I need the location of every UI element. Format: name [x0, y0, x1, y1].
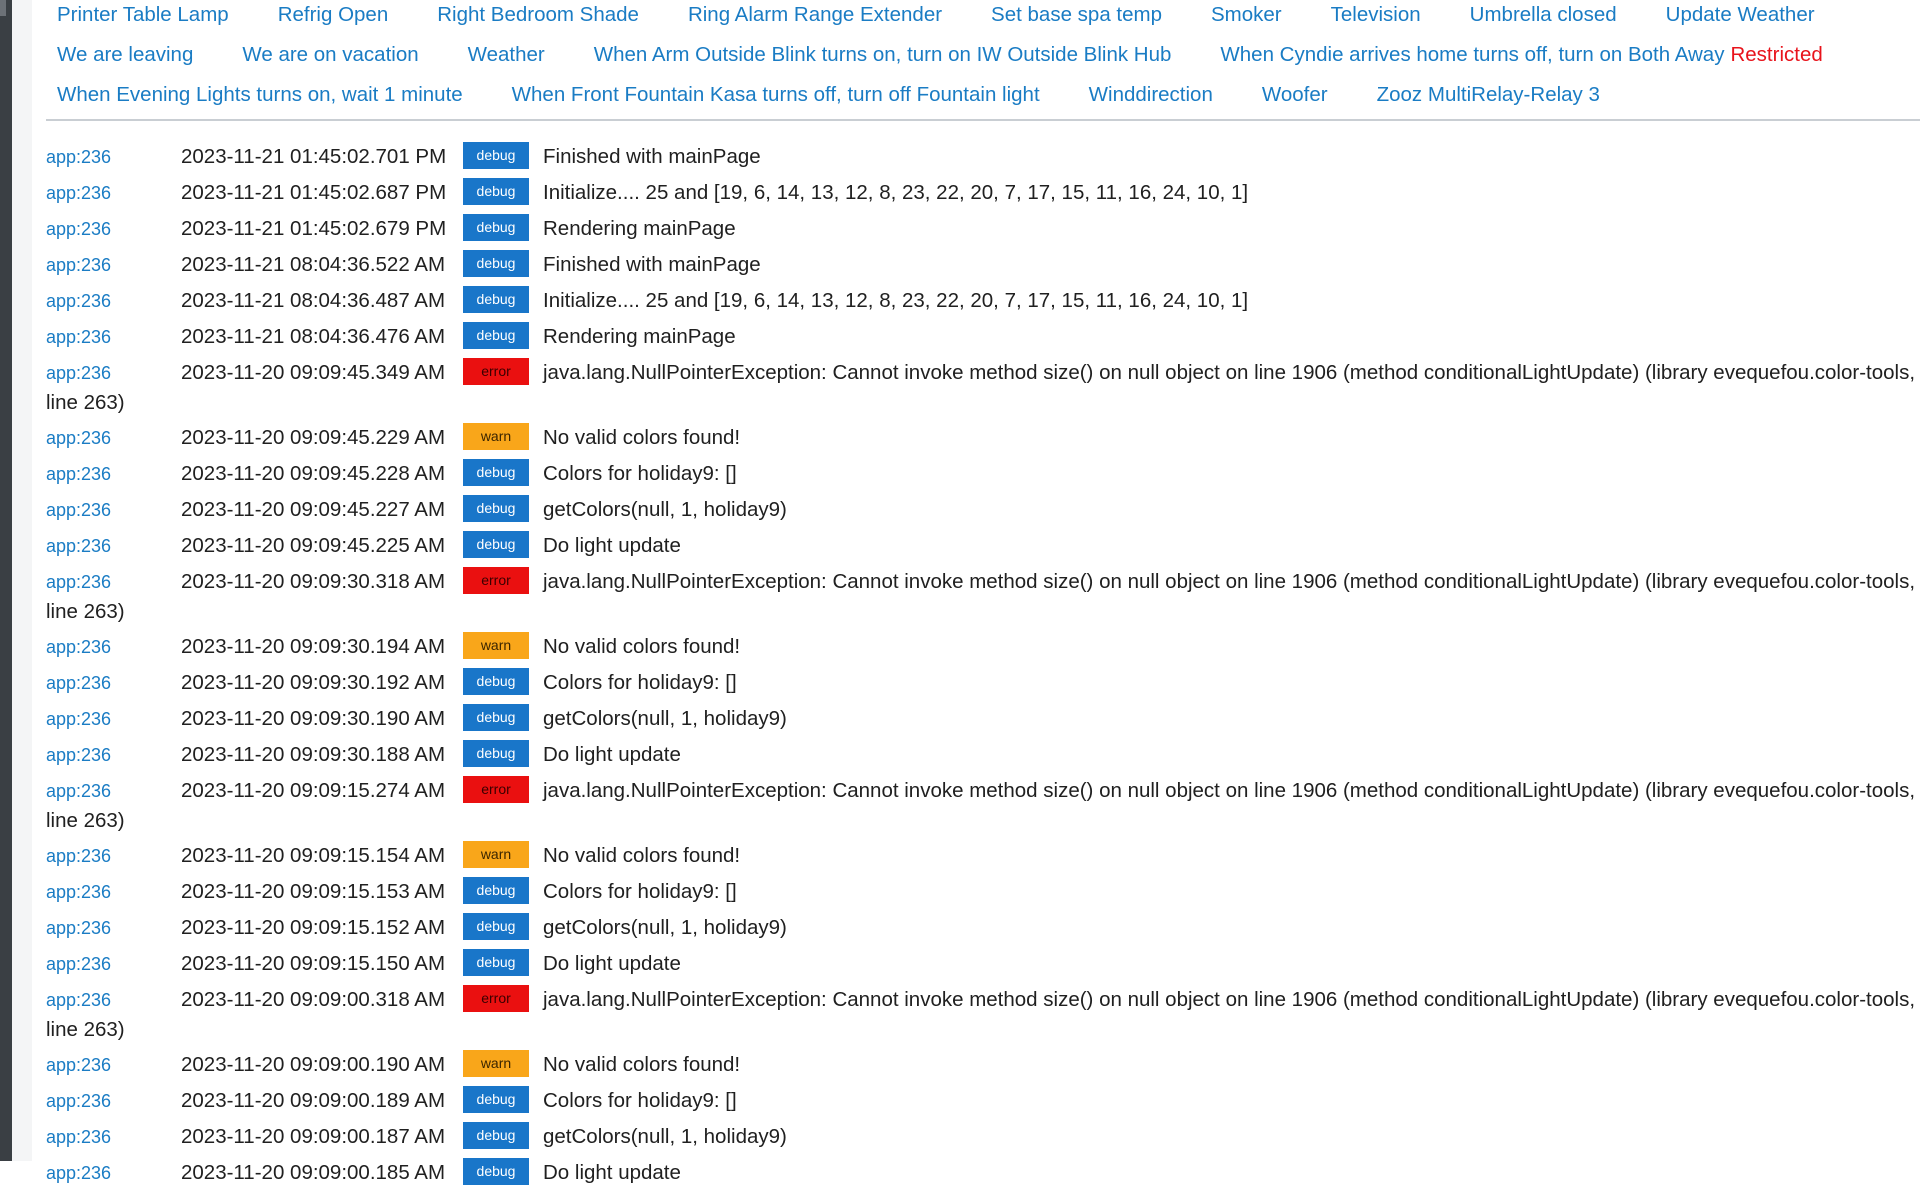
app-filter-link[interactable]: Winddirection — [1088, 83, 1213, 106]
log-timestamp: 2023-11-21 08:04:36.487 AM — [181, 289, 446, 312]
log-level-badge: debug — [463, 913, 529, 940]
log-source-link[interactable]: app:236 — [46, 637, 112, 657]
log-row — [46, 420, 1920, 456]
log-page — [46, 0, 1920, 1184]
log-source-link[interactable]: app:236 — [46, 428, 112, 448]
log-timestamp: 2023-11-20 09:09:45.349 AM — [181, 361, 446, 384]
log-timestamp: 2023-11-21 08:04:36.522 AM — [181, 253, 446, 276]
log-level-badge: error — [463, 776, 529, 803]
log-level-badge: debug — [463, 495, 529, 522]
app-filter-link[interactable]: Right Bedroom Shade — [437, 3, 639, 26]
log-row — [46, 456, 1920, 492]
log-message: java.lang.NullPointerException: Cannot invoke method size() on null object on line 1906 (method conditionalLightUpdate) (library evequefou.color-tools, line 263) — [46, 779, 1916, 832]
app-filter-link[interactable]: We are on vacation — [242, 43, 419, 66]
log-message: No valid colors found! — [543, 426, 741, 449]
log-level-badge: debug — [463, 740, 529, 767]
app-filter-link[interactable]: Refrig Open — [277, 3, 389, 26]
filter-row — [57, 75, 1914, 115]
log-message: Rendering mainPage — [543, 325, 736, 348]
log-level-badge: error — [463, 567, 529, 594]
app-filter-link[interactable]: When Evening Lights turns on, wait 1 minute — [57, 83, 463, 106]
log-message: java.lang.NullPointerException: Cannot invoke method size() on null object on line 1906 (method conditionalLightUpdate) (library evequefou.color-tools, line 263) — [46, 361, 1916, 414]
log-level-badge: debug — [463, 668, 529, 695]
log-source-link[interactable]: app:236 — [46, 709, 112, 729]
log-timestamp: 2023-11-20 09:09:15.153 AM — [181, 880, 446, 903]
log-row — [46, 528, 1920, 564]
log-source-link[interactable]: app:236 — [46, 990, 112, 1010]
log-row — [46, 773, 1920, 838]
log-timestamp: 2023-11-20 09:09:30.188 AM — [181, 743, 446, 766]
log-source-link[interactable]: app:236 — [46, 918, 112, 938]
restricted-status: Restricted — [1730, 43, 1823, 66]
log-row — [46, 1083, 1920, 1119]
log-timestamp: 2023-11-20 09:09:00.187 AM — [181, 1125, 446, 1148]
log-level-badge: warn — [463, 1050, 529, 1077]
app-filter-link[interactable]: Weather — [467, 43, 545, 66]
log-row — [46, 838, 1920, 874]
filter-divider — [46, 119, 1920, 121]
log-timestamp: 2023-11-20 09:09:45.228 AM — [181, 462, 446, 485]
log-level-badge: debug — [463, 214, 529, 241]
log-row — [46, 492, 1920, 528]
app-filter-link[interactable]: When Cyndie arrives home turns off, turn on Both Away — [1220, 43, 1725, 66]
log-message: Colors for holiday9: [] — [543, 880, 737, 903]
log-row — [46, 139, 1920, 175]
log-message: No valid colors found! — [543, 635, 741, 658]
log-message: Colors for holiday9: [] — [543, 462, 737, 485]
log-row — [46, 175, 1920, 211]
log-source-link[interactable]: app:236 — [46, 255, 112, 275]
app-filter-link[interactable]: Television — [1330, 3, 1421, 26]
log-timestamp: 2023-11-21 08:04:36.476 AM — [181, 325, 446, 348]
log-message: getColors(null, 1, holiday9) — [543, 916, 787, 939]
log-source-link[interactable]: app:236 — [46, 464, 112, 484]
log-message: Do light update — [543, 743, 681, 766]
log-level-badge: debug — [463, 322, 529, 349]
page-gutter — [12, 0, 32, 1161]
log-level-badge: debug — [463, 877, 529, 904]
app-filter-link[interactable]: Woofer — [1261, 83, 1328, 106]
log-source-link[interactable]: app:236 — [46, 327, 112, 347]
log-timestamp: 2023-11-20 09:09:30.192 AM — [181, 671, 446, 694]
log-level-badge: debug — [463, 250, 529, 277]
log-timestamp: 2023-11-20 09:09:30.194 AM — [181, 635, 446, 658]
log-row — [46, 629, 1920, 665]
log-row — [46, 701, 1920, 737]
log-timestamp: 2023-11-20 09:09:00.185 AM — [181, 1161, 446, 1184]
app-filter-link[interactable]: Ring Alarm Range Extender — [687, 3, 943, 26]
log-row — [46, 874, 1920, 910]
log-source-link[interactable]: app:236 — [46, 882, 112, 902]
log-row — [46, 665, 1920, 701]
log-level-badge: debug — [463, 531, 529, 558]
log-entries — [46, 139, 1920, 1191]
log-message: Do light update — [543, 1161, 681, 1184]
log-level-badge: debug — [463, 178, 529, 205]
log-message: Initialize.... 25 and [19, 6, 14, 13, 12, 8, 23, 22, 20, 7, 17, 15, 11, 16, 24, 10, 1] — [543, 289, 1249, 312]
log-message: Colors for holiday9: [] — [543, 671, 737, 694]
log-source-link[interactable]: app:236 — [46, 147, 112, 167]
log-level-badge: debug — [463, 142, 529, 169]
log-source-link[interactable]: app:236 — [46, 846, 112, 866]
log-source-link[interactable]: app:236 — [46, 500, 112, 520]
log-level-badge: debug — [463, 286, 529, 313]
log-level-badge: warn — [463, 841, 529, 868]
log-message: Rendering mainPage — [543, 217, 736, 240]
log-level-badge: warn — [463, 632, 529, 659]
log-row — [46, 283, 1920, 319]
app-filter-link[interactable]: Set base spa temp — [991, 3, 1162, 26]
log-source-link[interactable]: app:236 — [46, 745, 112, 765]
window-edge-tab — [0, 0, 6, 16]
log-source-link[interactable]: app:236 — [46, 572, 112, 592]
log-message: No valid colors found! — [543, 844, 741, 867]
log-source-link[interactable]: app:236 — [46, 781, 112, 801]
log-message: Do light update — [543, 534, 681, 557]
log-row — [46, 737, 1920, 773]
log-timestamp: 2023-11-20 09:09:15.274 AM — [181, 779, 446, 802]
log-row — [46, 211, 1920, 247]
log-timestamp: 2023-11-21 01:45:02.679 PM — [181, 217, 447, 240]
log-row — [46, 982, 1920, 1047]
log-source-link[interactable]: app:236 — [46, 363, 112, 383]
log-timestamp: 2023-11-20 09:09:45.225 AM — [181, 534, 446, 557]
log-message: getColors(null, 1, holiday9) — [543, 498, 787, 521]
app-filter-link[interactable]: When Front Fountain Kasa turns off, turn off Fountain light — [511, 83, 1040, 106]
log-row — [46, 355, 1920, 420]
log-timestamp: 2023-11-21 01:45:02.701 PM — [181, 145, 447, 168]
log-message: getColors(null, 1, holiday9) — [543, 707, 787, 730]
app-filter-link[interactable]: Zooz MultiRelay-Relay 3 — [1376, 83, 1600, 106]
app-filter-link[interactable]: We are leaving — [57, 43, 194, 66]
log-row — [46, 946, 1920, 982]
log-source-link[interactable]: app:236 — [46, 1091, 112, 1111]
log-level-badge: debug — [463, 1158, 529, 1185]
log-timestamp: 2023-11-20 09:09:45.229 AM — [181, 426, 446, 449]
log-row — [46, 1047, 1920, 1083]
log-row — [46, 564, 1920, 629]
log-message: java.lang.NullPointerException: Cannot invoke method size() on null object on line 1906 (method conditionalLightUpdate) (library evequefou.color-tools, line 263) — [46, 570, 1916, 623]
app-filter-link[interactable]: Smoker — [1210, 3, 1282, 26]
log-source-link[interactable]: app:236 — [46, 291, 112, 311]
log-timestamp: 2023-11-20 09:09:00.189 AM — [181, 1089, 446, 1112]
log-message: java.lang.NullPointerException: Cannot invoke method size() on null object on line 1906 (method conditionalLightUpdate) (library evequefou.color-tools, line 263) — [46, 988, 1916, 1041]
log-level-badge: error — [463, 985, 529, 1012]
log-level-badge: error — [463, 358, 529, 385]
log-timestamp: 2023-11-20 09:09:15.154 AM — [181, 844, 446, 867]
log-source-link[interactable]: app:236 — [46, 536, 112, 556]
log-timestamp: 2023-11-20 09:09:00.318 AM — [181, 988, 446, 1011]
log-timestamp: 2023-11-20 09:09:45.227 AM — [181, 498, 446, 521]
app-filter-link[interactable]: Umbrella closed — [1469, 3, 1617, 26]
log-level-badge: warn — [463, 423, 529, 450]
filter-row — [57, 0, 1914, 35]
app-filter-link[interactable]: Printer Table Lamp — [57, 3, 229, 26]
log-level-badge: debug — [463, 1122, 529, 1149]
log-row — [46, 319, 1920, 355]
log-row — [46, 1155, 1920, 1191]
app-filter-list — [46, 0, 1920, 115]
app-filter-link[interactable]: Update Weather — [1665, 3, 1815, 26]
log-timestamp: 2023-11-20 09:09:30.318 AM — [181, 570, 446, 593]
log-level-badge: debug — [463, 949, 529, 976]
log-timestamp: 2023-11-20 09:09:15.150 AM — [181, 952, 446, 975]
log-timestamp: 2023-11-20 09:09:15.152 AM — [181, 916, 446, 939]
log-row — [46, 910, 1920, 946]
log-level-badge: debug — [463, 459, 529, 486]
log-message: Do light update — [543, 952, 681, 975]
log-message: Colors for holiday9: [] — [543, 1089, 737, 1112]
log-row — [46, 1119, 1920, 1155]
window-edge — [0, 0, 12, 1161]
filter-row — [57, 35, 1914, 75]
log-message: Finished with mainPage — [543, 253, 761, 276]
log-source-link[interactable]: app:236 — [46, 1127, 112, 1147]
log-source-link[interactable]: app:236 — [46, 1163, 112, 1183]
log-row — [46, 247, 1920, 283]
log-source-link[interactable]: app:236 — [46, 954, 112, 974]
log-source-link[interactable]: app:236 — [46, 673, 112, 693]
log-timestamp: 2023-11-20 09:09:30.190 AM — [181, 707, 446, 730]
log-message: No valid colors found! — [543, 1053, 741, 1076]
log-level-badge: debug — [463, 704, 529, 731]
log-source-link[interactable]: app:236 — [46, 183, 112, 203]
log-timestamp: 2023-11-21 01:45:02.687 PM — [181, 181, 447, 204]
log-message: getColors(null, 1, holiday9) — [543, 1125, 787, 1148]
log-message: Initialize.... 25 and [19, 6, 14, 13, 12, 8, 23, 22, 20, 7, 17, 15, 11, 16, 24, 10, 1] — [543, 181, 1249, 204]
log-timestamp: 2023-11-20 09:09:00.190 AM — [181, 1053, 446, 1076]
app-filter-link[interactable]: When Arm Outside Blink turns on, turn on IW Outside Blink Hub — [593, 43, 1172, 66]
log-source-link[interactable]: app:236 — [46, 1055, 112, 1075]
log-level-badge: debug — [463, 1086, 529, 1113]
log-source-link[interactable]: app:236 — [46, 219, 112, 239]
log-message: Finished with mainPage — [543, 145, 761, 168]
